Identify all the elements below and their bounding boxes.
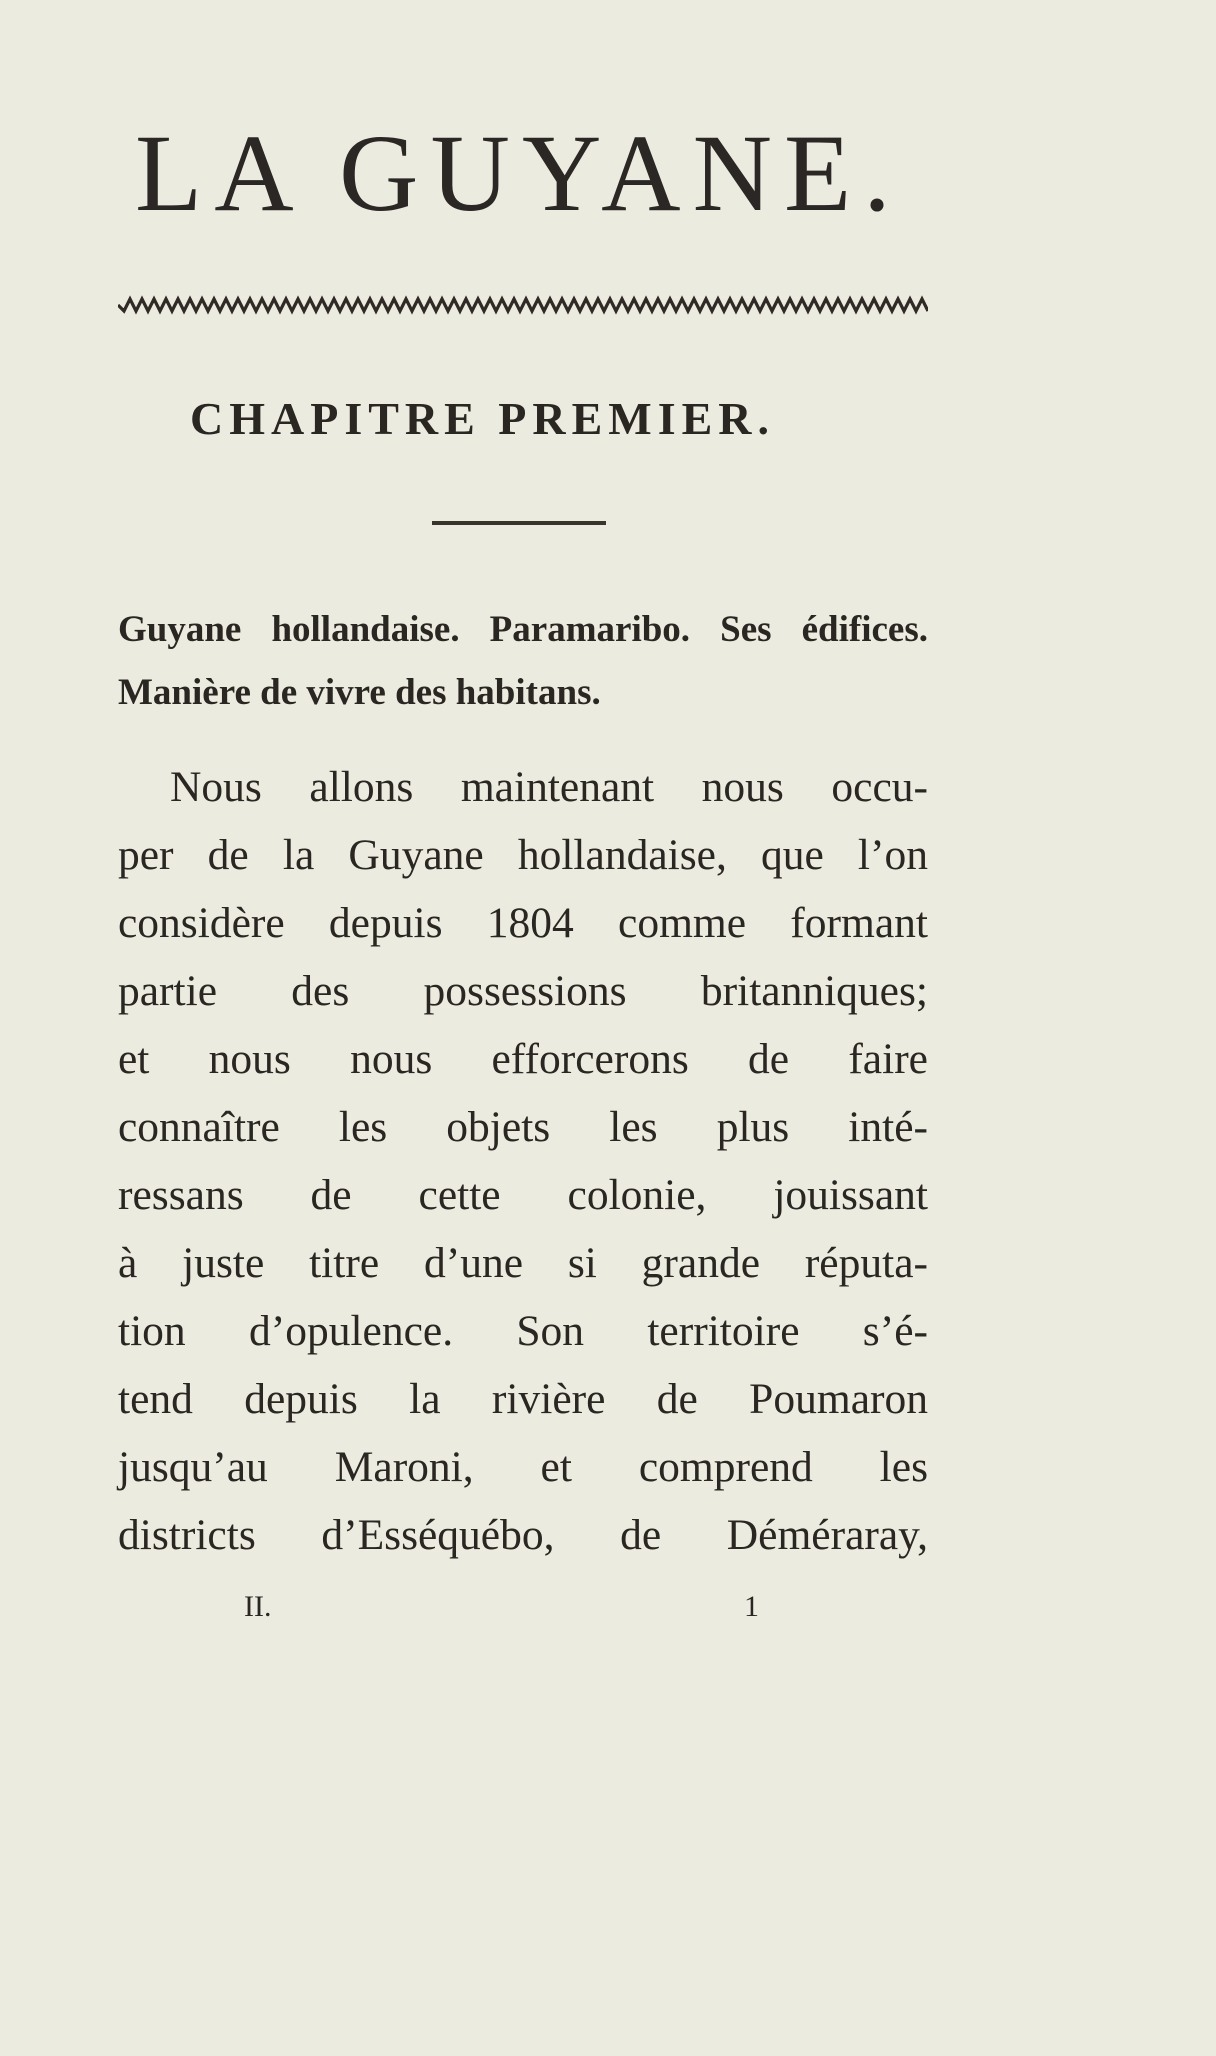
wavy-ornament-rule bbox=[118, 294, 928, 316]
text-line: districts d’Esséquébo, de Déméraray, bbox=[118, 1511, 928, 1559]
body-text bbox=[118, 753, 928, 1569]
text-line: partie des possessions britanniques; bbox=[118, 967, 928, 1015]
chapter-summary: Guyane hollandaise. Paramaribo. Ses édifices. Manière de vivre des habitans. bbox=[118, 609, 928, 713]
signature-mark: II. bbox=[244, 1590, 272, 1623]
text-line: Nous allons maintenant nous occu- bbox=[170, 763, 928, 811]
text-line: per de la Guyane hollandaise, que l’on bbox=[118, 831, 928, 879]
text-line: à juste titre d’une si grande réputa- bbox=[118, 1239, 928, 1287]
text-line: tion d’opulence. Son territoire s’é- bbox=[118, 1307, 928, 1355]
text-line: connaître les objets les plus inté- bbox=[118, 1103, 928, 1151]
text-line: tend depuis la rivière de Poumaron bbox=[118, 1375, 928, 1423]
chapter-heading: CHAPITRE PREMIER. bbox=[190, 393, 776, 444]
page-number: 1 bbox=[744, 1590, 759, 1623]
text-line: considère depuis 1804 comme formant bbox=[118, 899, 928, 947]
book-title: LA GUYANE. bbox=[135, 112, 903, 234]
chapter-rule bbox=[432, 521, 606, 525]
text-line: et nous nous efforcerons de faire bbox=[118, 1035, 928, 1083]
text-line: jusqu’au Maroni, et comprend les bbox=[118, 1443, 928, 1491]
text-line: ressans de cette colonie, jouissant bbox=[118, 1171, 928, 1219]
